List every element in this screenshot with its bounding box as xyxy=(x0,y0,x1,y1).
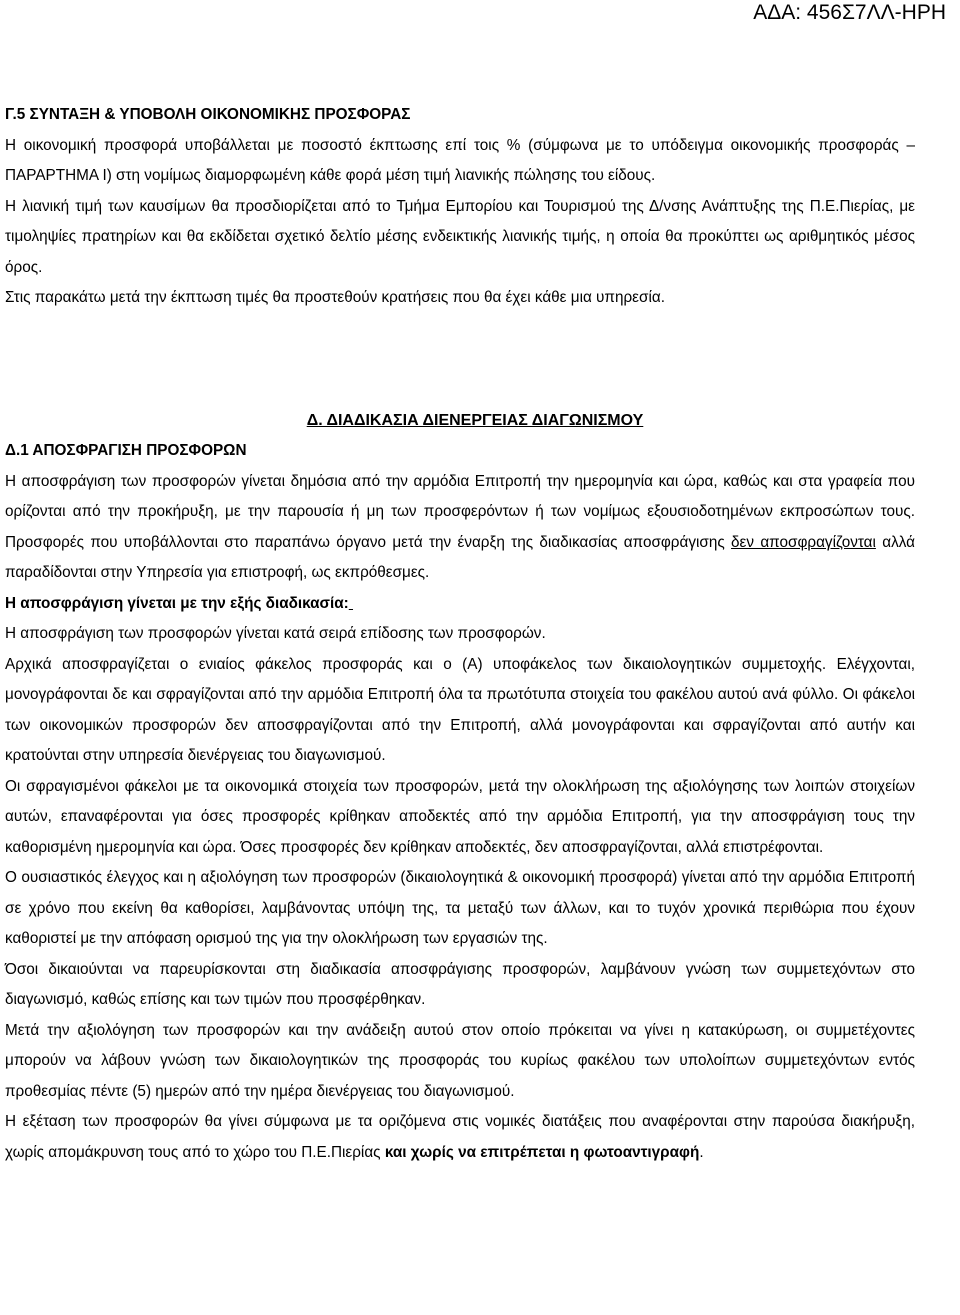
section-d-title: Δ. ΔΙΑΔΙΚΑΣΙΑ ΔΙΕΝΕΡΓΕΙΑΣ ΔΙΑΓΩΝΙΣΜΟΥ xyxy=(306,411,644,429)
bold-text: και χωρίς να επιτρέπεται η φωτοαντιγραφή xyxy=(384,1143,700,1161)
ada-code: ΑΔΑ: 456Σ7ΛΛ-ΗΡΗ xyxy=(753,1,946,24)
section-spacer xyxy=(5,314,915,406)
section-d1-paragraph-4: Οι σφραγισμένοι φάκελοι με τα οικονομικά στοιχεία των προσφορών, μετά την ολοκλήρωση της αξιολόγησης των λοιπών στοιχείων αυτών, επαναφέρονται για όσες προσφορές κρίθηκαν αποδεκτές από την αρμόδια Επιτροπή, για την αποσφράγιση τους την καθορισμένη ημερομηνία και ώρα. Όσες προσφορές δεν κρίθηκαν αποδεκτές, δεν αποσφραγίζονται, αλλά επιστρέφονται. xyxy=(5,777,915,856)
paragraph-text: αλλά παραδίδονται στην Υπηρεσία για επιστροφή, ως εκπρόθεσμες. xyxy=(5,533,915,581)
procedure-heading-text: Η αποσφράγιση γίνεται με την εξής διαδικασία: xyxy=(5,594,349,612)
section-d1-title: Δ.1 ΑΠΟΣΦΡΑΓΙΣΗ ΠΡΟΣΦΟΡΩΝ xyxy=(5,442,247,459)
paragraph-text: Η εξέταση των προσφορών θα γίνει σύμφωνα με τα οριζόμενα στις νομικές διατάξεις που αναφέρονται στην παρούσα διακήρυξη, χωρίς απομάκρυνση τους από το χώρο του Π.Ε.Πιερίας xyxy=(5,1113,915,1161)
section-d1-paragraph-6: Όσοι δικαιούνται να παρευρίσκονται στη διαδικασία αποσφράγισης προσφορών, λαμβάνουν γνώση των συμμετεχόντων στο διαγωνισμό, καθώς επίσης και των τιμών που προσφέρθηκαν. xyxy=(5,960,915,1008)
section-d1-paragraph-7: Μετά την αξιολόγηση των προσφορών και την ανάδειξη αυτού στον οποίο πρόκειται να γίνει η κατακύρωση, οι συμμετέχοντες μπορούν να λάβουν γνώση των δικαιολογητικών της προσφοράς του κυρίως φακέλου των υπολοίπων συμμετεχόντων εντός προθεσμίας πέντε (5) ημερών από την ημέρα διενέργειας του διαγωνισμού. xyxy=(5,1021,915,1100)
section-d1-paragraph-3: Αρχικά αποσφραγίζεται ο ενιαίος φάκελος προσφοράς και ο (Α) υποφάκελος των δικαιολογητικών συμμετοχής. Ελέγχονται, μονογράφονται δε και σφραγίζονται από την αρμόδια Επιτροπή όλα τα πρωτότυπα στοιχεία του φακέλου αυτού ανά φύλλο. Οι φάκελοι των οικονομικών προσφορών δεν αποσφραγίζονται από την Επιτροπή, αλλά μονογράφονται και σφραγίζονται από αυτήν και κρατούνται στην υπηρεσία διενέργειας του διαγωνισμού. xyxy=(5,655,915,764)
section-d1-paragraph-2: Η αποσφράγιση των προσφορών γίνεται κατά σειρά επίδοσης των προσφορών. xyxy=(5,625,546,642)
section-d1-paragraph-1 xyxy=(5,467,915,589)
paragraph-text: . xyxy=(699,1143,704,1161)
paragraph-text: Η αποσφράγιση των προσφορών γίνεται δημόσια από την αρμόδια Επιτροπή την ημερομηνία και ώρα, καθώς και στα γραφεία που ορίζονται από την προκήρυξη, με την παρουσία ή μη των προσφερόντων ή των νομίμως εξουσιοδοτημένων εκπροσώπων τους. Προσφορές που υποβάλλονται στο παραπάνω όργανο μετά την έναρξη της διαδικασίας αποσφράγισης xyxy=(5,472,915,551)
section-d1-paragraph-8 xyxy=(5,1107,915,1168)
section-g5-title: Γ.5 ΣΥΝΤΑΞΗ & ΥΠΟΒΟΛΗ ΟΙΚΟΝΟΜΙΚΗΣ ΠΡΟΣΦΟΡΑΣ xyxy=(5,106,411,123)
underline-space xyxy=(349,595,353,612)
underlined-text: δεν αποσφραγίζονται xyxy=(731,533,876,551)
procedure-heading xyxy=(5,589,915,620)
section-d1-paragraph-5: Ο ουσιαστικός έλεγχος και η αξιολόγηση των προσφορών (δικαιολογητικά & οικονομική προσφορά) γίνεται από την αρμόδια Επιτροπή σε χρόνο που εκείνη θα καθορίσει, λαμβάνοντας υπόψη της, τα μεταξύ των άλλων, και το τυχόν χρονικά περιθώρια που έχουν καθοριστεί με την απόφαση ορισμού της για την ολοκλήρωση των εργασιών της. xyxy=(5,869,915,947)
section-g5-paragraph-1: Η οικονομική προσφορά υποβάλλεται με ποσοστό έκπτωσης επί τοις % (σύμφωνα με το υπόδειγμα οικονομικής προσφοράς – ΠΑΡΑΡΤΗΜΑ Ι) στη νομίμως διαμορφωμένη κάθε φορά μέση τιμή λιανικής πώλησης του είδους. xyxy=(5,136,915,184)
document-body xyxy=(5,100,915,1168)
section-g5-paragraph-3: Στις παρακάτω μετά την έκπτωση τιμές θα προστεθούν κρατήσεις που θα έχει κάθε μια υπηρεσία. xyxy=(5,289,665,306)
section-g5-paragraph-2: Η λιανική τιμή των καυσίμων θα προσδιορίζεται από το Τμήμα Εμπορίου και Τουρισμού της Δ/νσης Ανάπτυξης της Π.Ε.Πιερίας, με τιμοληψίες πρατηρίων και θα εκδίδεται σχετικό δελτίο μέσης ενδεικτικής λιανικής τιμής, η οποία θα προκύπτει ως αριθμητικός μέσος όρος. xyxy=(5,197,915,276)
